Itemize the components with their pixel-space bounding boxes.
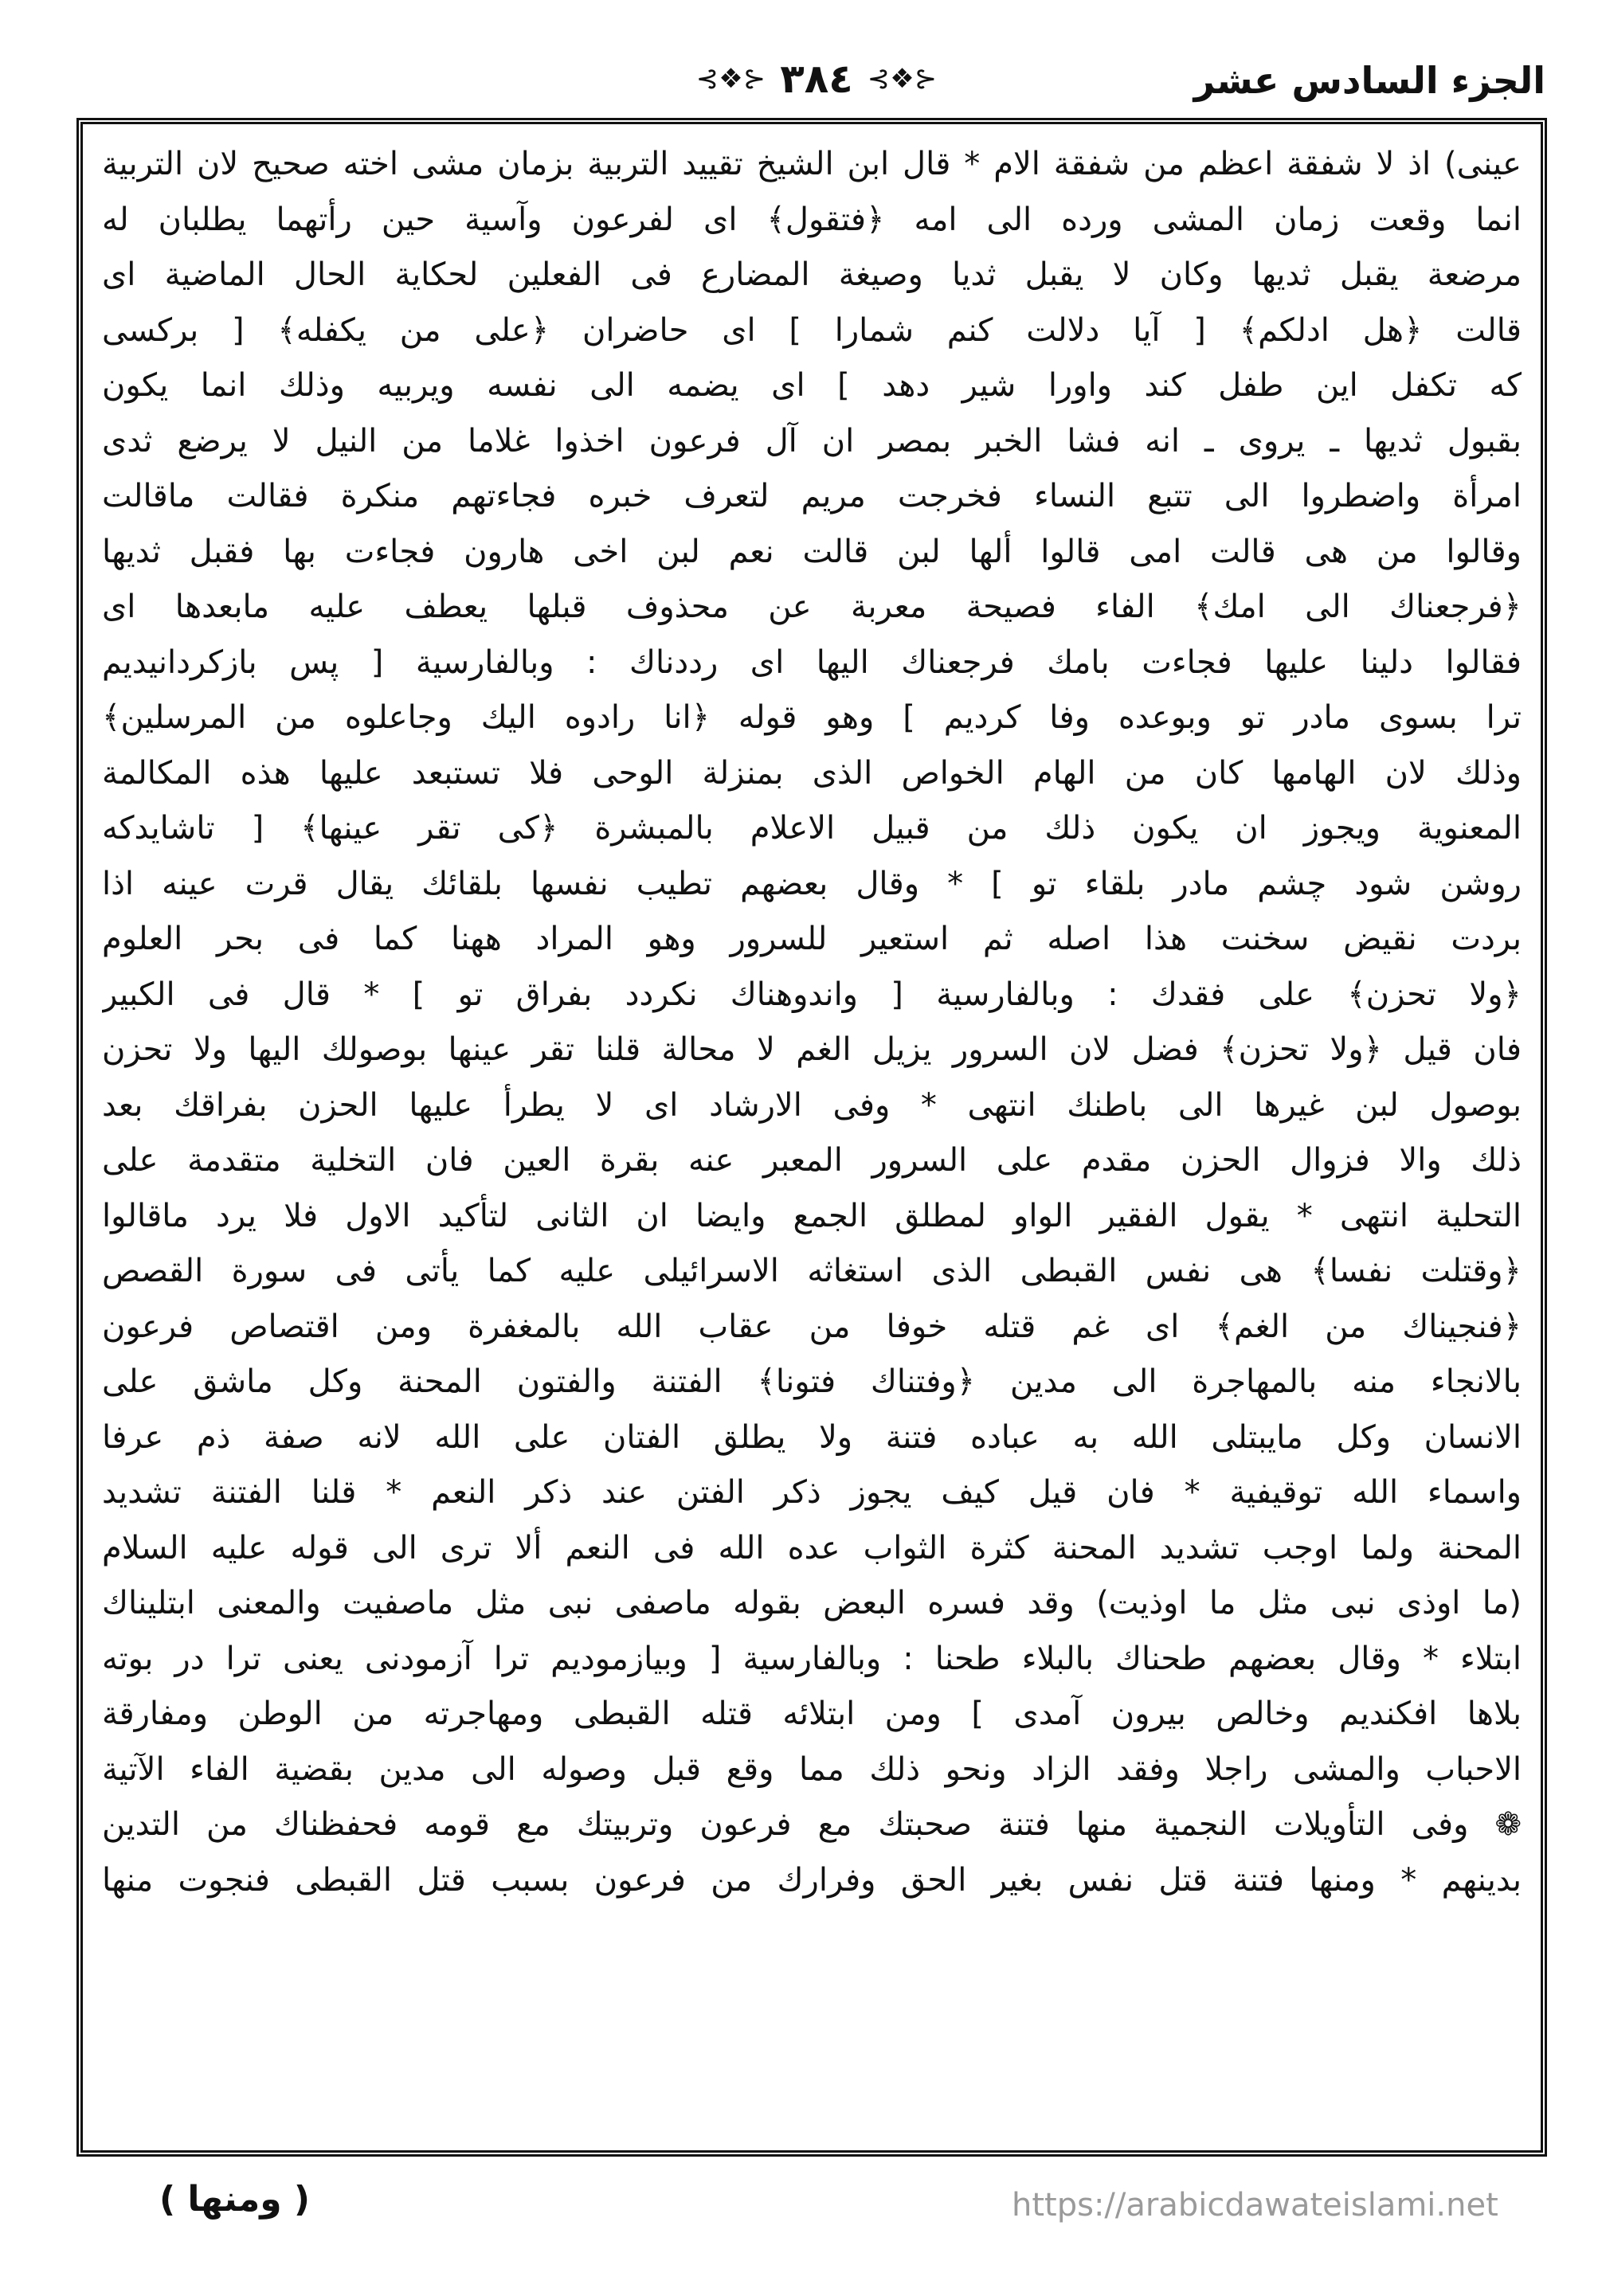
text-line: امرأة واضطروا الى تتبع النساء فخرجت مريم لتعرف خبره فجاءتهم منكرة فقالت ماقالت <box>102 478 1522 514</box>
text-line: ❁ وفى التأويلات النجمية منها فتنة صحبتك مع فرعون وتربيتك مع قومه فحفظناك من التدين <box>102 1806 1522 1843</box>
text-frame <box>76 118 1547 2157</box>
text-line: وذلك لان الهامها كان من الهام الخواص الذى بمنزلة الوحى فلا تستبعد عليها هذه المكالمة <box>102 754 1522 792</box>
text-line: انما وقعت زمان المشى ورده الى امه ﴿فتقول﴾ اى لفرعون وآسية حين رأتهما يطلبان له <box>102 201 1522 238</box>
text-line: الانسان وكل مايبتلى الله به عباده فتنة ولا يطلق الفتان على الله لانه صفة ذم عرفا <box>102 1418 1522 1456</box>
text-line: ﴿ولا تحزن﴾ على فقدك : وبالفارسية [ واندوهناك نكردد بفراق تو ] * قال فى الكبير <box>102 976 1522 1013</box>
text-line: مرضعة يقبل ثديها وكان لا يقبل ثديا وصيغة المضارع فى الفعلين لحكاية الحال الماضية اى <box>102 256 1522 293</box>
text-line: عينى) اذ لا شفقة اعظم من شفقة الام * قال ابن الشيخ تقييد التربية بزمان مشى اخته صحيح لان التربية <box>102 146 1522 182</box>
watermark: https://arabicdawateislami.net <box>1012 2187 1498 2224</box>
page-number: ٣٨٤ <box>780 56 853 102</box>
text-line: ﴿وقتلت نفسا﴾ هى نفس القبطى الذى استغاثه الاسرائيلى عليه كما يأتى فى سورة القصص <box>102 1253 1522 1289</box>
text-line: بردت نقيض سخنت هذا اصله ثم استعير للسرور وهو المراد ههنا كما فى بحر العلوم <box>102 921 1522 957</box>
part-title: الجزء السادس عشر <box>1193 59 1545 102</box>
text-line: واسماء الله توقيفية * فان قيل كيف يجوز ذكر الفتن عند ذكر النعم * قلنا الفتنة تشديد <box>102 1474 1522 1511</box>
ornament-left-icon: ⊰❖⊱ <box>695 63 766 95</box>
text-line: ﴿فنجيناك من الغم﴾ اى غم قتله خوفا من عقاب الله بالمغفرة ومن اقتصاص فرعون <box>102 1308 1522 1345</box>
text-line: التحلية انتهى * يقول الفقير الواو لمطلق الجمع وايضا ان الثانى لتأكيد الاول فلا يرد ماقالوا <box>102 1197 1522 1234</box>
text-line: المحنة ولما اوجب تشديد المحنة كثرة الثواب عده الله فى النعم ألا ترى الى قوله عليه السلام <box>102 1529 1522 1567</box>
text-line: قالت ﴿هل ادلكم﴾ [ آيا دلالت كنم شمارا ] اى حاضران ﴿على من يكفله﴾ [ بركسى <box>102 311 1522 349</box>
text-line: بوصول لبن غيرها الى باطنك انتهى * وفى الارشاد اى لا يطرأ عليها الحزن بفراقك بعد <box>102 1086 1522 1124</box>
text-line: بدينهم * ومنها فتنة قتل نفس بغير الحق وفرارك من فرعون بسبب قتل القبطى فنجوت منها <box>102 1861 1522 1899</box>
page-number-block <box>696 56 938 102</box>
text-line: فان قيل ﴿ولا تحزن﴾ فضل لان السرور يزيل الغم لا محالة قلنا تقر عينها بوصولك اليها ولا تحزن <box>102 1031 1522 1068</box>
text-line: بقبول ثديها ـ يروى ـ انه فشا الخبر بمصر ان آل فرعون اخذوا غلاما من النيل لا يرضع ثدى <box>102 422 1522 460</box>
text-line: فقالوا دلينا عليها فجاءت بامك فرجعناك اليها اى رددناك : وبالفارسية [ پس بازكردانيديم <box>102 643 1522 681</box>
text-line: ﴿فرجعناك الى امك﴾ الفاء فصيحة معربة عن محذوف قبلها يعطف عليه مابعدها اى <box>102 589 1522 625</box>
text-line: (ما اوذى نبى مثل ما اوذيت) وقد فسره البعض بقوله ماصفى نبى مثل ماصفيت والمعنى ابتليناك <box>102 1585 1522 1621</box>
text-line: روشن شود چشم مادر بلقاء تو ] * وقال بعضهم تطيب نفسها بلقائك يقال قرت عينه اذا <box>102 865 1522 902</box>
text-line: ترا بسوى مادر تو وبوعده وفا كرديم ] وهو قوله ﴿انا رادوه اليك وجاعلوه من المرسلين﴾ <box>102 699 1522 736</box>
ornament-right-icon: ⊰❖⊱ <box>867 63 938 95</box>
page-header <box>88 56 1545 119</box>
text-line: بالانجاء منه بالمهاجرة الى مدين ﴿وفتناك فتونا﴾ الفتنة والفتون المحنة وكل ماشق على <box>102 1363 1522 1400</box>
text-line: الاحباب والمشى راجلا وفقد الزاد ونحو ذلك مما وقع قبل وصوله الى مدين بقضية الفاء الآتية <box>102 1750 1522 1788</box>
text-line: المعنوية ويجوز ان يكون ذلك من قبيل الاعلام بالمبشرة ﴿كى تقر عينها﴾ [ تاشايدكه <box>102 810 1522 847</box>
text-line: كه تكفل اين طفل كند واورا شير دهد ] اى يضمه الى نفسه ويربيه وذلك انما يكون <box>102 367 1522 404</box>
text-line: بلاها افكنديم وخالص بيرون آمدى ] ومن ابتلائه قتله القبطى ومهاجرته من الوطن ومفارقة <box>102 1696 1522 1732</box>
text-line: وقالوا من هى قالت امى قالوا ألها لبن قالت نعم لبن اخى هارون فجاءت بها فقبل ثديها <box>102 533 1522 570</box>
catchword: ( ومنها ) <box>159 2179 310 2220</box>
text-line: ذلك والا فزوال الحزن مقدم على السرور المعبر عنه بقرة العين فان التخلية متقدمة على <box>102 1142 1522 1179</box>
body-text <box>102 137 1522 2142</box>
text-line: ابتلاء * وقال بعضهم طحناك بالبلاء طحنا : وبالفارسية [ وبيازموديم ترا آزمودنى يعنى ترا در بوته <box>102 1640 1522 1677</box>
